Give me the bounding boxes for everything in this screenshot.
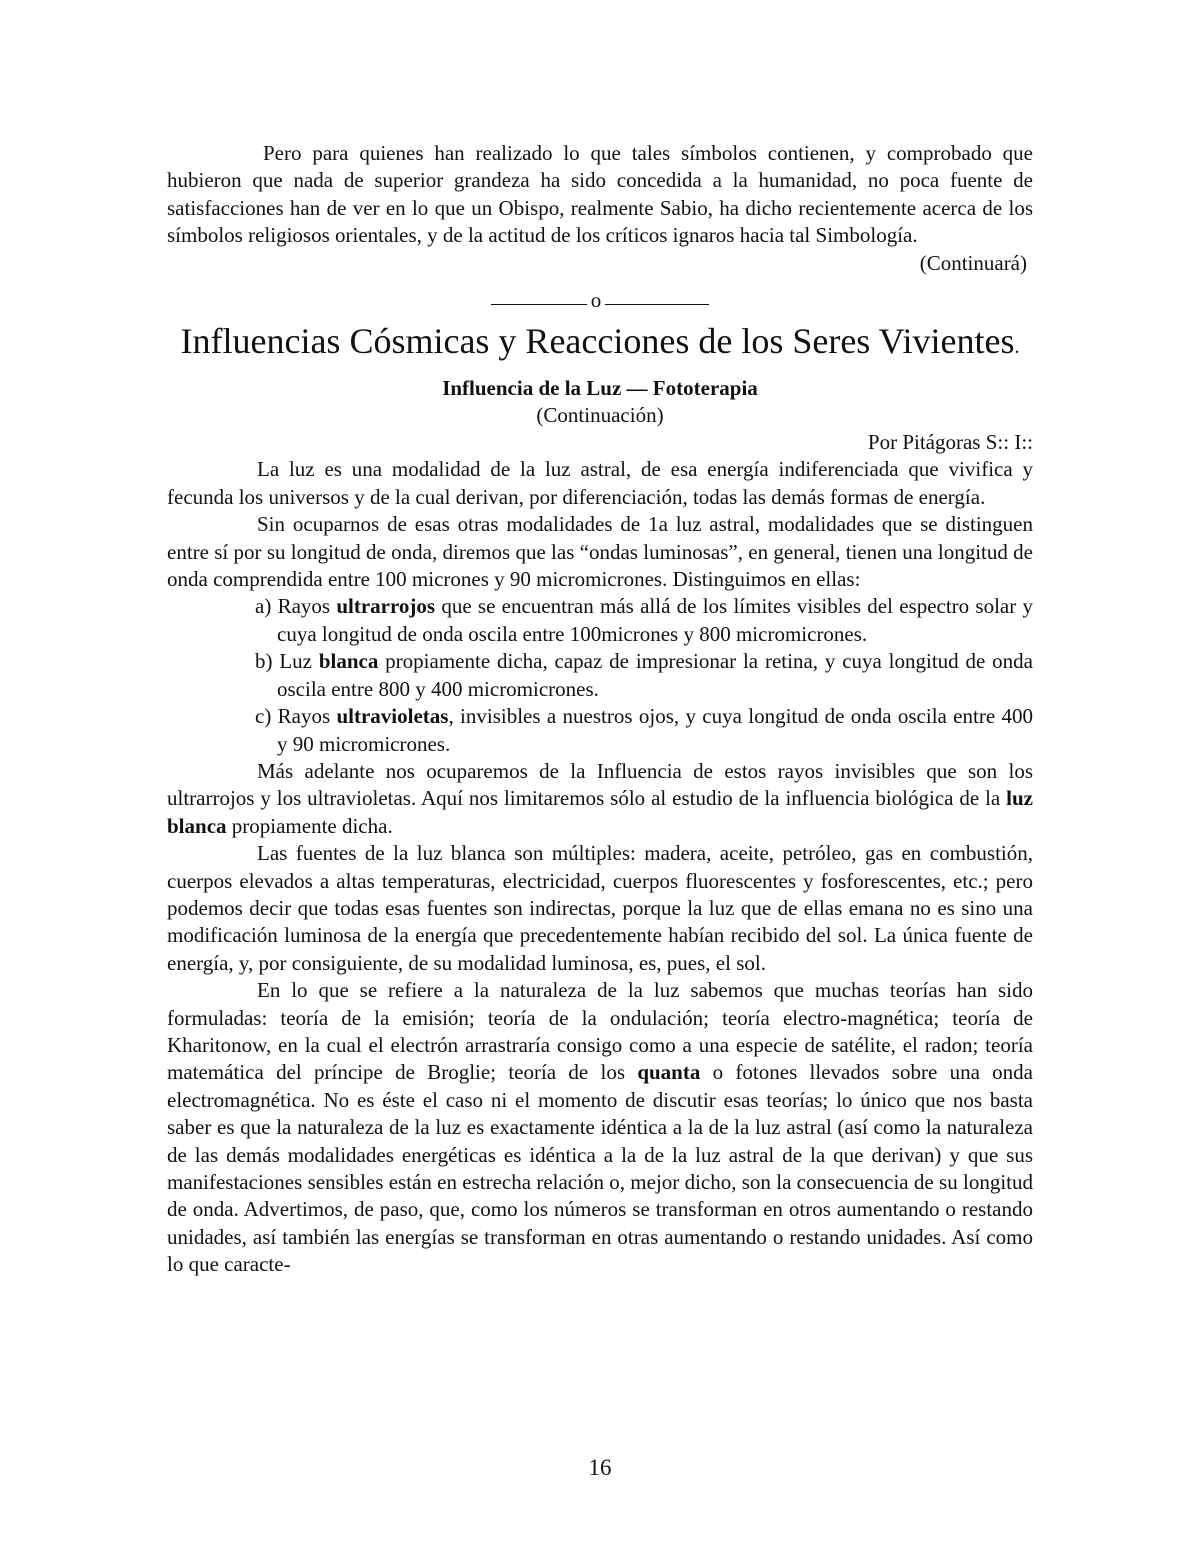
paragraph-4: Las fuentes de la luz blanca son múltiples: madera, aceite, petróleo, gas en combustión, cuerpos elevados a altas temperaturas, electricidad, cuerpos fluorescentes y fosforescentes, etc.; pero podemos decir que todas esas fuentes son indirectas, porque la luz que de ellas emana no es sino una modificación luminosa de la energía que precedentemente habían recibido del sol. La única fuente de energía, y, por consiguiente, de su modalidad luminosa, es, pues, el sol.	[167, 841, 1033, 975]
list-item-c-text: , invisibles a nuestros ojos, y cuya longitud de onda oscila entre 400 y 90 micromicrones.	[277, 704, 1033, 756]
page-number: 16	[588, 1455, 612, 1480]
paragraph-5-text: En lo que se refiere a la naturaleza de la luz sabemos que muchas teorías han sido formuladas: teoría de la emisión; teoría de la ondulación; teoría electro-magnética; teoría de Kharitonow, en la cual el electrón arrastraría consigo como a una especie de satélite, el radon; teoría matemática del príncipe de Broglie; teoría de los	[167, 978, 1033, 1085]
list-item-a-prefix: a) Rayos	[255, 594, 337, 619]
list-item-c	[255, 703, 1033, 758]
list-item-c-bold: ultravioletas	[336, 704, 449, 729]
paragraph-3-text: Más adelante nos ocuparemos de la Influencia de estos rayos invisibles que son los ultrarrojos y los ultravioletas. Aquí nos limitaremos sólo al estudio de la influencia biológica de la	[167, 758, 1033, 811]
paragraph-5-bold: quanta	[637, 1060, 701, 1085]
continuation-label: (Continuación)	[536, 403, 664, 428]
list-item-b	[255, 648, 1033, 703]
article-subtitle: Influencia de la Luz — Fototerapia	[442, 376, 758, 401]
paragraph-5-tail: o fotones llevados sobre una onda electromagnética. No es éste el caso ni el momento de discutir esas teorías; lo único que nos basta saber es que la naturaleza de la luz es exactamente idéntica a la de la luz astral (así como la naturaleza de las demás modalidades energéticas es idéntica a la de la luz astral de la que derivan) y que sus manifestaciones sensibles están en estrecha relación o, mejor dicho, son la consecuencia de su longitud de onda. Advertimos, de paso, que, como los números se transforman en otros aumentando o restando unidades, así también las energías se transforman en otras aumentando o restando unidades. Así como lo que caracte-	[167, 1060, 1033, 1277]
list-item-b-bold: blanca	[318, 649, 379, 674]
list-item-a	[255, 593, 1033, 648]
paragraph-1: La luz es una modalidad de la luz astral, de esa energía indiferenciada que vivifica y fecunda los universos y de la cual derivan, por diferenciación, todas las demás formas de energía.	[167, 457, 1033, 509]
article-title-text: Influencias Cósmicas y Reacciones de los Seres Vivientes	[180, 321, 1015, 362]
separator-line-right	[605, 304, 709, 305]
paragraph-3-bold: luz blanca	[167, 786, 1033, 838]
separator-line-left	[491, 304, 587, 305]
list-item-b-text: propiamente dicha, capaz de impresionar la retina, y cuya longitud de onda oscila entre 800 y 400 micromicrones.	[277, 649, 1033, 701]
section-separator	[167, 287, 1033, 311]
page-content	[167, 140, 1033, 1279]
list-item-a-text: que se encuentran más allá de los límites visibles del espectro solar y cuya longitud de onda oscila entre 100micrones y 800 micromicrones.	[277, 594, 1033, 646]
intro-paragraph: Pero para quienes han realizado lo que tales símbolos contienen, y comprobado que hubieron que nada de superior grandeza ha sido concedida a la humanidad, no poca fuente de satisfacciones han de ver en lo que un Obispo, realmente Sabio, ha dicho recientemente acerca de los símbolos religiosos orientales, y de la actitud de los críticos ignaros hacia tal Simbología.	[167, 141, 1033, 248]
paragraph-2: Sin ocuparnos de esas otras modalidades de 1a luz astral, modalidades que se distinguen entre sí por su longitud de onda, diremos que las “ondas luminosas”, en general, tienen una longitud de onda comprendida entre 100 micrones y 90 micromicrones. Distinguimos en ellas:	[167, 512, 1033, 592]
list-item-c-prefix: c) Rayos	[255, 704, 337, 729]
article-title	[147, 319, 1053, 369]
list-item-a-bold: ultrarrojos	[336, 594, 436, 619]
list-item-b-prefix: b) Luz	[255, 649, 319, 674]
continuara-label: (Continuará)	[919, 250, 1027, 275]
article-title-dot: .	[1014, 336, 1020, 359]
paragraph-3	[167, 758, 1033, 840]
separator-char: o	[590, 288, 602, 313]
paragraph-3-tail: propiamente dicha.	[226, 813, 393, 838]
paragraph-5	[167, 977, 1033, 1278]
article-author: Por Pitágoras S:: I::	[867, 430, 1033, 455]
